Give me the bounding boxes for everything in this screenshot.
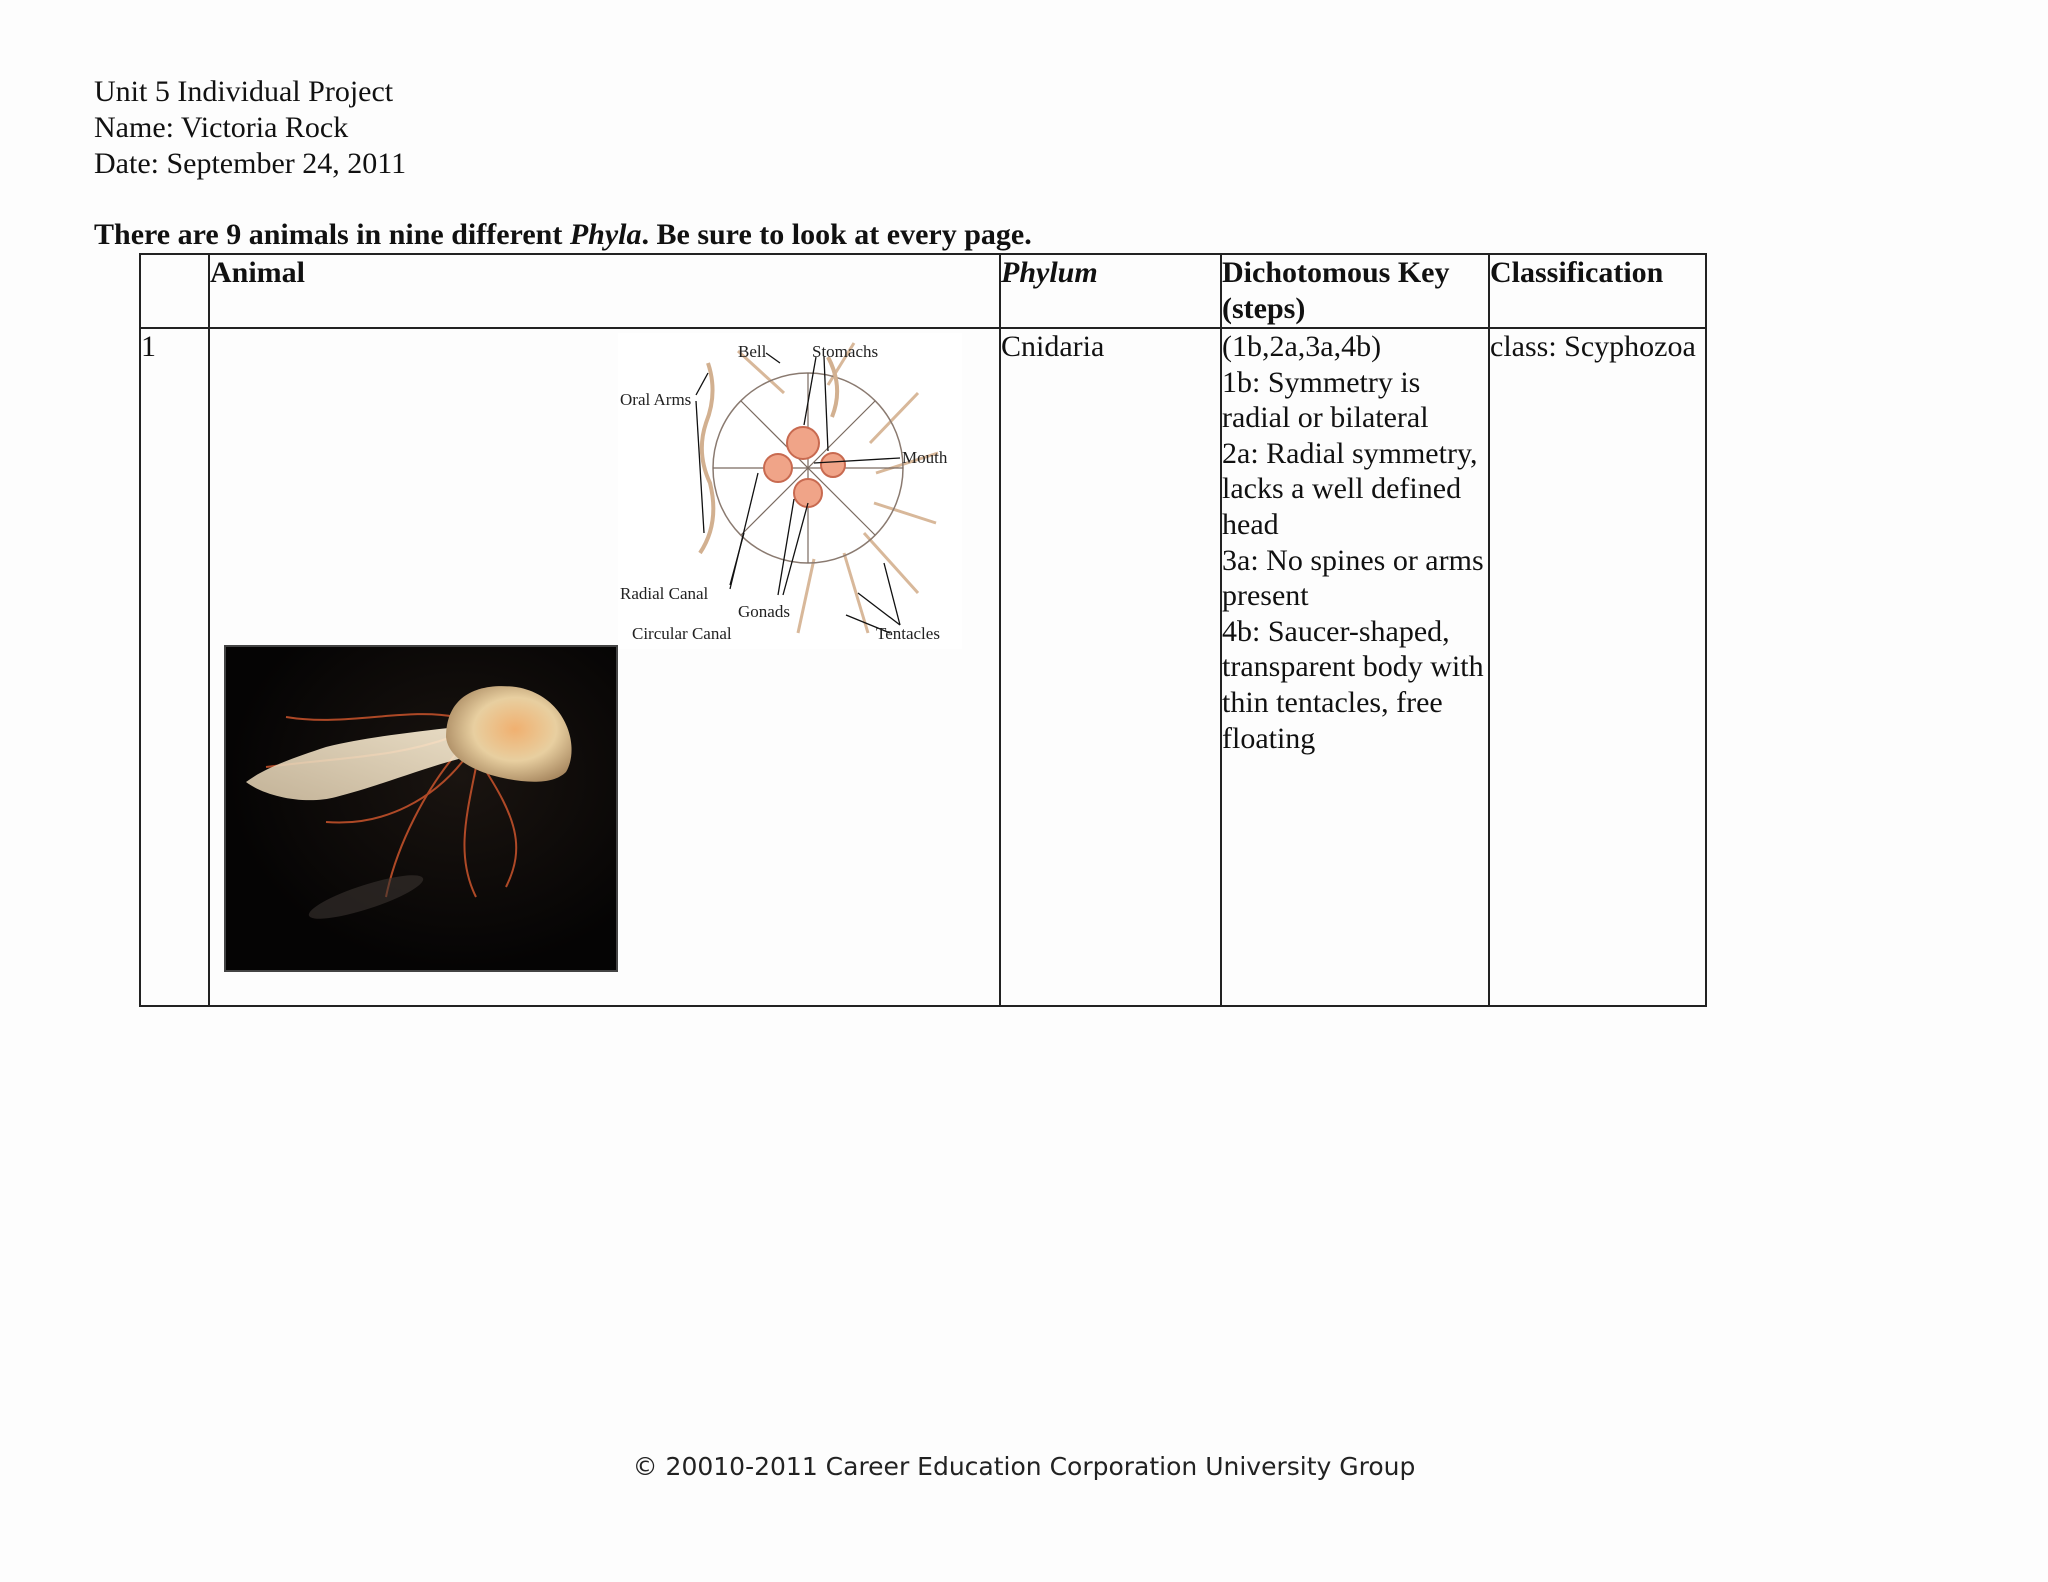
diagram-label-bell: Bell: [738, 342, 767, 361]
animal-classification-table: [139, 253, 1707, 1007]
dichotomous-key-cell: [1221, 328, 1489, 1006]
diagram-label-tentacles: Tentacles: [876, 624, 940, 643]
header-phylum: Phylum: [1000, 254, 1221, 328]
instruction-phyla-word: Phyla: [569, 218, 642, 251]
jellyfish-anatomy-diagram: [618, 333, 962, 649]
header-dichotomous-key: Dichotomous Key (steps): [1221, 254, 1489, 328]
key-step-2a: 2a: Radial symmetry, lacks a well defined head: [1222, 436, 1478, 541]
diagram-label-mouth: Mouth: [902, 448, 948, 467]
phylum-value: Cnidaria: [1000, 328, 1221, 1006]
header-classification: Classification: [1489, 254, 1706, 328]
table-row: [140, 328, 1706, 1006]
key-step-3a: 3a: No spines or arms present: [1222, 543, 1484, 613]
diagram-label-oral-arms: Oral Arms: [620, 390, 692, 409]
animal-images-cell: [209, 328, 1000, 1006]
diagram-stomachs: [764, 427, 845, 507]
jellyfish-photo-svg: [226, 647, 616, 970]
diagram-label-gonads: Gonads: [738, 602, 790, 621]
photo-jellyfish-bell: [446, 686, 572, 782]
key-steps-summary: (1b,2a,3a,4b): [1222, 330, 1382, 363]
diagram-oral-arms: [700, 357, 837, 553]
table-header-row: [140, 254, 1706, 328]
project-title: Unit 5 Individual Project: [94, 75, 394, 108]
row-number: 1: [140, 328, 209, 1006]
copyright-footer: © 20010-2011 Career Education Corporation University Group: [632, 1452, 1416, 1481]
diagram-label-stomachs: Stomachs: [812, 342, 879, 361]
diagram-label-circular-canal: Circular Canal: [632, 624, 732, 643]
header-number: [140, 254, 209, 328]
jellyfish-photo: [224, 645, 618, 972]
key-step-4b: 4b: Saucer-shaped, transparent body with thin tentacles, free floating: [1222, 614, 1484, 755]
document-header: [94, 74, 406, 182]
instruction-part-1: There are 9 animals in nine different: [94, 218, 570, 251]
document-date: Date: September 24, 2011: [94, 147, 407, 180]
student-name: Name: Victoria Rock: [94, 111, 349, 144]
classification-value: class: Scyphozoa: [1489, 328, 1706, 1006]
header-animal: Animal: [209, 254, 1000, 328]
key-step-1b: 1b: Symmetry is radial or bilateral: [1222, 365, 1429, 435]
jellyfish-diagram-svg: [618, 333, 962, 649]
diagram-label-radial-canal: Radial Canal: [620, 584, 709, 603]
instruction-text: [94, 218, 1032, 252]
instruction-part-2: . Be sure to look at every page.: [641, 218, 1032, 251]
